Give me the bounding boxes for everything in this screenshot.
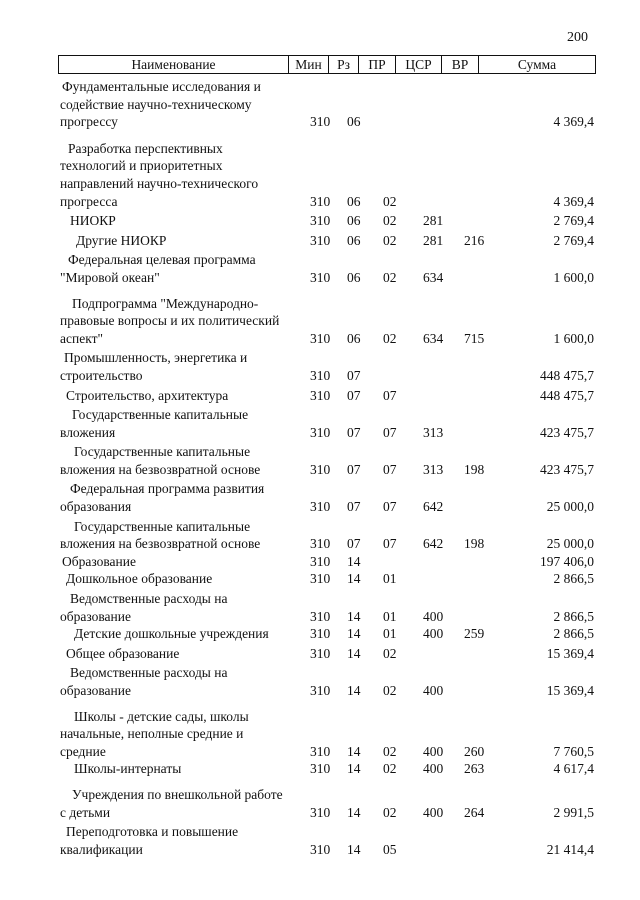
table-row bbox=[0, 664, 640, 699]
row-name: Разработка перспективных технологий и приоритетных направлений научно-технического прогресса bbox=[60, 140, 259, 209]
row-sum: 1 600,0 bbox=[553, 330, 594, 346]
row-sum: 15 369,4 bbox=[546, 683, 594, 698]
table-row bbox=[0, 349, 640, 384]
row-pr: 01 bbox=[383, 571, 397, 587]
row-csr: 313 bbox=[423, 424, 444, 440]
row-pr: 01 bbox=[383, 626, 397, 642]
row-sum: 2 769,4 bbox=[553, 213, 594, 229]
row-min: 310 bbox=[310, 743, 331, 759]
row-sum: 2 991,5 bbox=[553, 804, 594, 820]
table-row bbox=[0, 708, 640, 761]
row-sum: 2 769,4 bbox=[553, 232, 594, 248]
table-header bbox=[58, 55, 596, 74]
row-csr: 642 bbox=[423, 499, 444, 515]
row-sum: 2 866,5 bbox=[553, 608, 594, 624]
table-row bbox=[0, 251, 640, 286]
row-min: 310 bbox=[310, 387, 331, 403]
table-row bbox=[0, 570, 640, 588]
row-vr: 264 bbox=[464, 804, 485, 820]
row-pr: 02 bbox=[383, 645, 397, 661]
row-csr: 400 bbox=[423, 761, 444, 777]
table-row bbox=[0, 480, 640, 515]
row-vr: 715 bbox=[464, 330, 485, 346]
row-min: 310 bbox=[310, 461, 331, 477]
row-rz: 14 bbox=[347, 626, 361, 642]
row-name: Учреждения по внешкольной работе с детьми bbox=[60, 786, 283, 820]
table-row bbox=[0, 78, 640, 131]
row-rz: 14 bbox=[347, 553, 361, 569]
row-vr: 263 bbox=[464, 761, 485, 777]
row-csr: 634 bbox=[423, 330, 444, 346]
row-csr: 642 bbox=[423, 536, 444, 552]
row-min: 310 bbox=[310, 424, 331, 440]
row-rz: 14 bbox=[347, 645, 361, 661]
row-rz: 07 bbox=[347, 367, 361, 383]
row-sum: 4 369,4 bbox=[553, 114, 594, 130]
row-sum: 2 866,5 bbox=[553, 571, 594, 587]
row-pr: 02 bbox=[383, 213, 397, 229]
row-pr: 02 bbox=[383, 761, 397, 777]
row-sum: 4 369,4 bbox=[553, 193, 594, 209]
row-min: 310 bbox=[310, 608, 331, 624]
row-pr: 07 bbox=[383, 461, 397, 477]
row-pr: 02 bbox=[383, 804, 397, 820]
row-min: 310 bbox=[310, 367, 331, 383]
row-rz: 06 bbox=[347, 213, 361, 229]
row-name: Подпрограмма "Международно-правовые вопросы и их политический аспект" bbox=[60, 295, 280, 346]
table-body bbox=[0, 78, 640, 858]
table-row bbox=[0, 760, 640, 778]
table-row bbox=[0, 786, 640, 821]
row-pr: 02 bbox=[383, 193, 397, 209]
row-vr: 216 bbox=[464, 232, 485, 248]
row-pr: 07 bbox=[383, 387, 397, 403]
row-min: 310 bbox=[310, 114, 331, 130]
row-sum: 15 369,4 bbox=[546, 645, 594, 661]
row-rz: 07 bbox=[347, 499, 361, 515]
row-rz: 14 bbox=[347, 761, 361, 777]
row-rz: 06 bbox=[347, 114, 361, 130]
row-sum: 25 000,0 bbox=[546, 536, 594, 552]
row-sum: 21 414,4 bbox=[546, 841, 594, 857]
row-rz: 14 bbox=[347, 743, 361, 759]
row-min: 310 bbox=[310, 330, 331, 346]
row-name: Школы-интернаты bbox=[74, 761, 182, 777]
row-min: 310 bbox=[310, 232, 331, 248]
row-name: Государственные капитальные вложения bbox=[60, 407, 249, 440]
table-row bbox=[0, 645, 640, 663]
row-name: Строительство, архитектура bbox=[66, 387, 229, 403]
row-name: Ведомственные расходы на образование bbox=[60, 591, 228, 624]
row-rz: 07 bbox=[347, 387, 361, 403]
table-row bbox=[0, 232, 640, 250]
table-row bbox=[0, 406, 640, 441]
row-name: Школы - детские сады, школы начальные, неполные средние и средние bbox=[60, 708, 249, 759]
row-min: 310 bbox=[310, 269, 331, 285]
row-min: 310 bbox=[310, 804, 331, 820]
row-sum: 448 475,7 bbox=[540, 387, 594, 403]
row-rz: 07 bbox=[347, 461, 361, 477]
row-rz: 14 bbox=[347, 571, 361, 587]
row-name: Общее образование bbox=[66, 645, 180, 661]
table-row bbox=[0, 590, 640, 625]
row-pr: 07 bbox=[383, 536, 397, 552]
row-pr: 07 bbox=[383, 499, 397, 515]
row-sum: 1 600,0 bbox=[553, 269, 594, 285]
row-name: Другие НИОКР bbox=[76, 232, 167, 248]
row-name: Фундаментальные исследования и содействие научно-техническому прогрессу bbox=[60, 79, 261, 130]
table-row bbox=[0, 140, 640, 210]
row-rz: 07 bbox=[347, 536, 361, 552]
row-sum: 25 000,0 bbox=[546, 499, 594, 515]
table-row bbox=[0, 625, 640, 643]
page-number: 200 bbox=[567, 30, 588, 45]
row-name: Дошкольное образование bbox=[66, 571, 213, 587]
row-min: 310 bbox=[310, 571, 331, 587]
row-csr: 281 bbox=[423, 213, 444, 229]
header-rz: Рз bbox=[329, 56, 359, 73]
table-row bbox=[0, 553, 640, 571]
table-row bbox=[0, 518, 640, 553]
row-rz: 06 bbox=[347, 193, 361, 209]
table-row bbox=[0, 823, 640, 858]
row-csr: 400 bbox=[423, 626, 444, 642]
row-vr: 260 bbox=[464, 743, 485, 759]
row-vr: 198 bbox=[464, 536, 485, 552]
row-name: Федеральная целевая программа "Мировой океан" bbox=[60, 252, 256, 285]
row-min: 310 bbox=[310, 553, 331, 569]
row-csr: 313 bbox=[423, 461, 444, 477]
header-min: Мин bbox=[289, 56, 329, 73]
table-row bbox=[0, 443, 640, 478]
row-name: Переподготовка и повышение квалификации bbox=[60, 824, 239, 857]
row-csr: 400 bbox=[423, 608, 444, 624]
row-sum: 7 760,5 bbox=[553, 743, 594, 759]
header-name: Наименование bbox=[59, 56, 289, 73]
row-min: 310 bbox=[310, 213, 331, 229]
row-csr: 400 bbox=[423, 743, 444, 759]
header-vr: ВР bbox=[442, 56, 479, 73]
row-pr: 01 bbox=[383, 608, 397, 624]
row-pr: 02 bbox=[383, 330, 397, 346]
row-sum: 4 617,4 bbox=[553, 761, 594, 777]
row-vr: 198 bbox=[464, 461, 485, 477]
row-name: Детские дошкольные учреждения bbox=[74, 626, 269, 642]
row-min: 310 bbox=[310, 761, 331, 777]
row-sum: 423 475,7 bbox=[540, 461, 594, 477]
row-name: Ведомственные расходы на образование bbox=[60, 665, 228, 698]
row-min: 310 bbox=[310, 499, 331, 515]
row-min: 310 bbox=[310, 841, 331, 857]
row-rz: 14 bbox=[347, 804, 361, 820]
header-csr: ЦСР bbox=[396, 56, 442, 73]
table-row bbox=[0, 387, 640, 405]
row-rz: 06 bbox=[347, 269, 361, 285]
row-pr: 02 bbox=[383, 232, 397, 248]
row-name: Федеральная программа развития образования bbox=[60, 481, 265, 515]
header-pr: ПР bbox=[359, 56, 396, 73]
row-sum: 448 475,7 bbox=[540, 367, 594, 383]
row-rz: 07 bbox=[347, 424, 361, 440]
header-sum: Сумма bbox=[517, 57, 557, 72]
row-csr: 400 bbox=[423, 683, 444, 698]
row-min: 310 bbox=[310, 683, 331, 698]
row-rz: 14 bbox=[347, 841, 361, 857]
row-rz: 06 bbox=[347, 232, 361, 248]
row-sum: 423 475,7 bbox=[540, 424, 594, 440]
row-name: Государственные капитальные вложения на безвозвратной основе bbox=[60, 444, 261, 477]
row-pr: 02 bbox=[383, 743, 397, 759]
row-rz: 14 bbox=[347, 608, 361, 624]
row-pr: 02 bbox=[383, 683, 397, 698]
row-csr: 281 bbox=[423, 232, 444, 248]
row-csr: 634 bbox=[423, 269, 444, 285]
row-name: Образование bbox=[62, 553, 136, 569]
table-row bbox=[0, 212, 640, 230]
row-min: 310 bbox=[310, 193, 331, 209]
row-pr: 02 bbox=[383, 269, 397, 285]
row-pr: 07 bbox=[383, 424, 397, 440]
row-pr: 05 bbox=[383, 841, 397, 857]
row-vr: 259 bbox=[464, 626, 485, 642]
row-sum: 2 866,5 bbox=[553, 626, 594, 642]
row-name: НИОКР bbox=[70, 213, 116, 229]
row-sum: 197 406,0 bbox=[540, 553, 594, 569]
row-min: 310 bbox=[310, 536, 331, 552]
row-min: 310 bbox=[310, 626, 331, 642]
row-rz: 06 bbox=[347, 330, 361, 346]
row-rz: 14 bbox=[347, 683, 361, 698]
table-row bbox=[0, 295, 640, 348]
row-min: 310 bbox=[310, 645, 331, 661]
row-name: Государственные капитальные вложения на безвозвратной основе bbox=[60, 518, 261, 552]
row-csr: 400 bbox=[423, 804, 444, 820]
row-name: Промышленность, энергетика и строительство bbox=[60, 350, 248, 383]
